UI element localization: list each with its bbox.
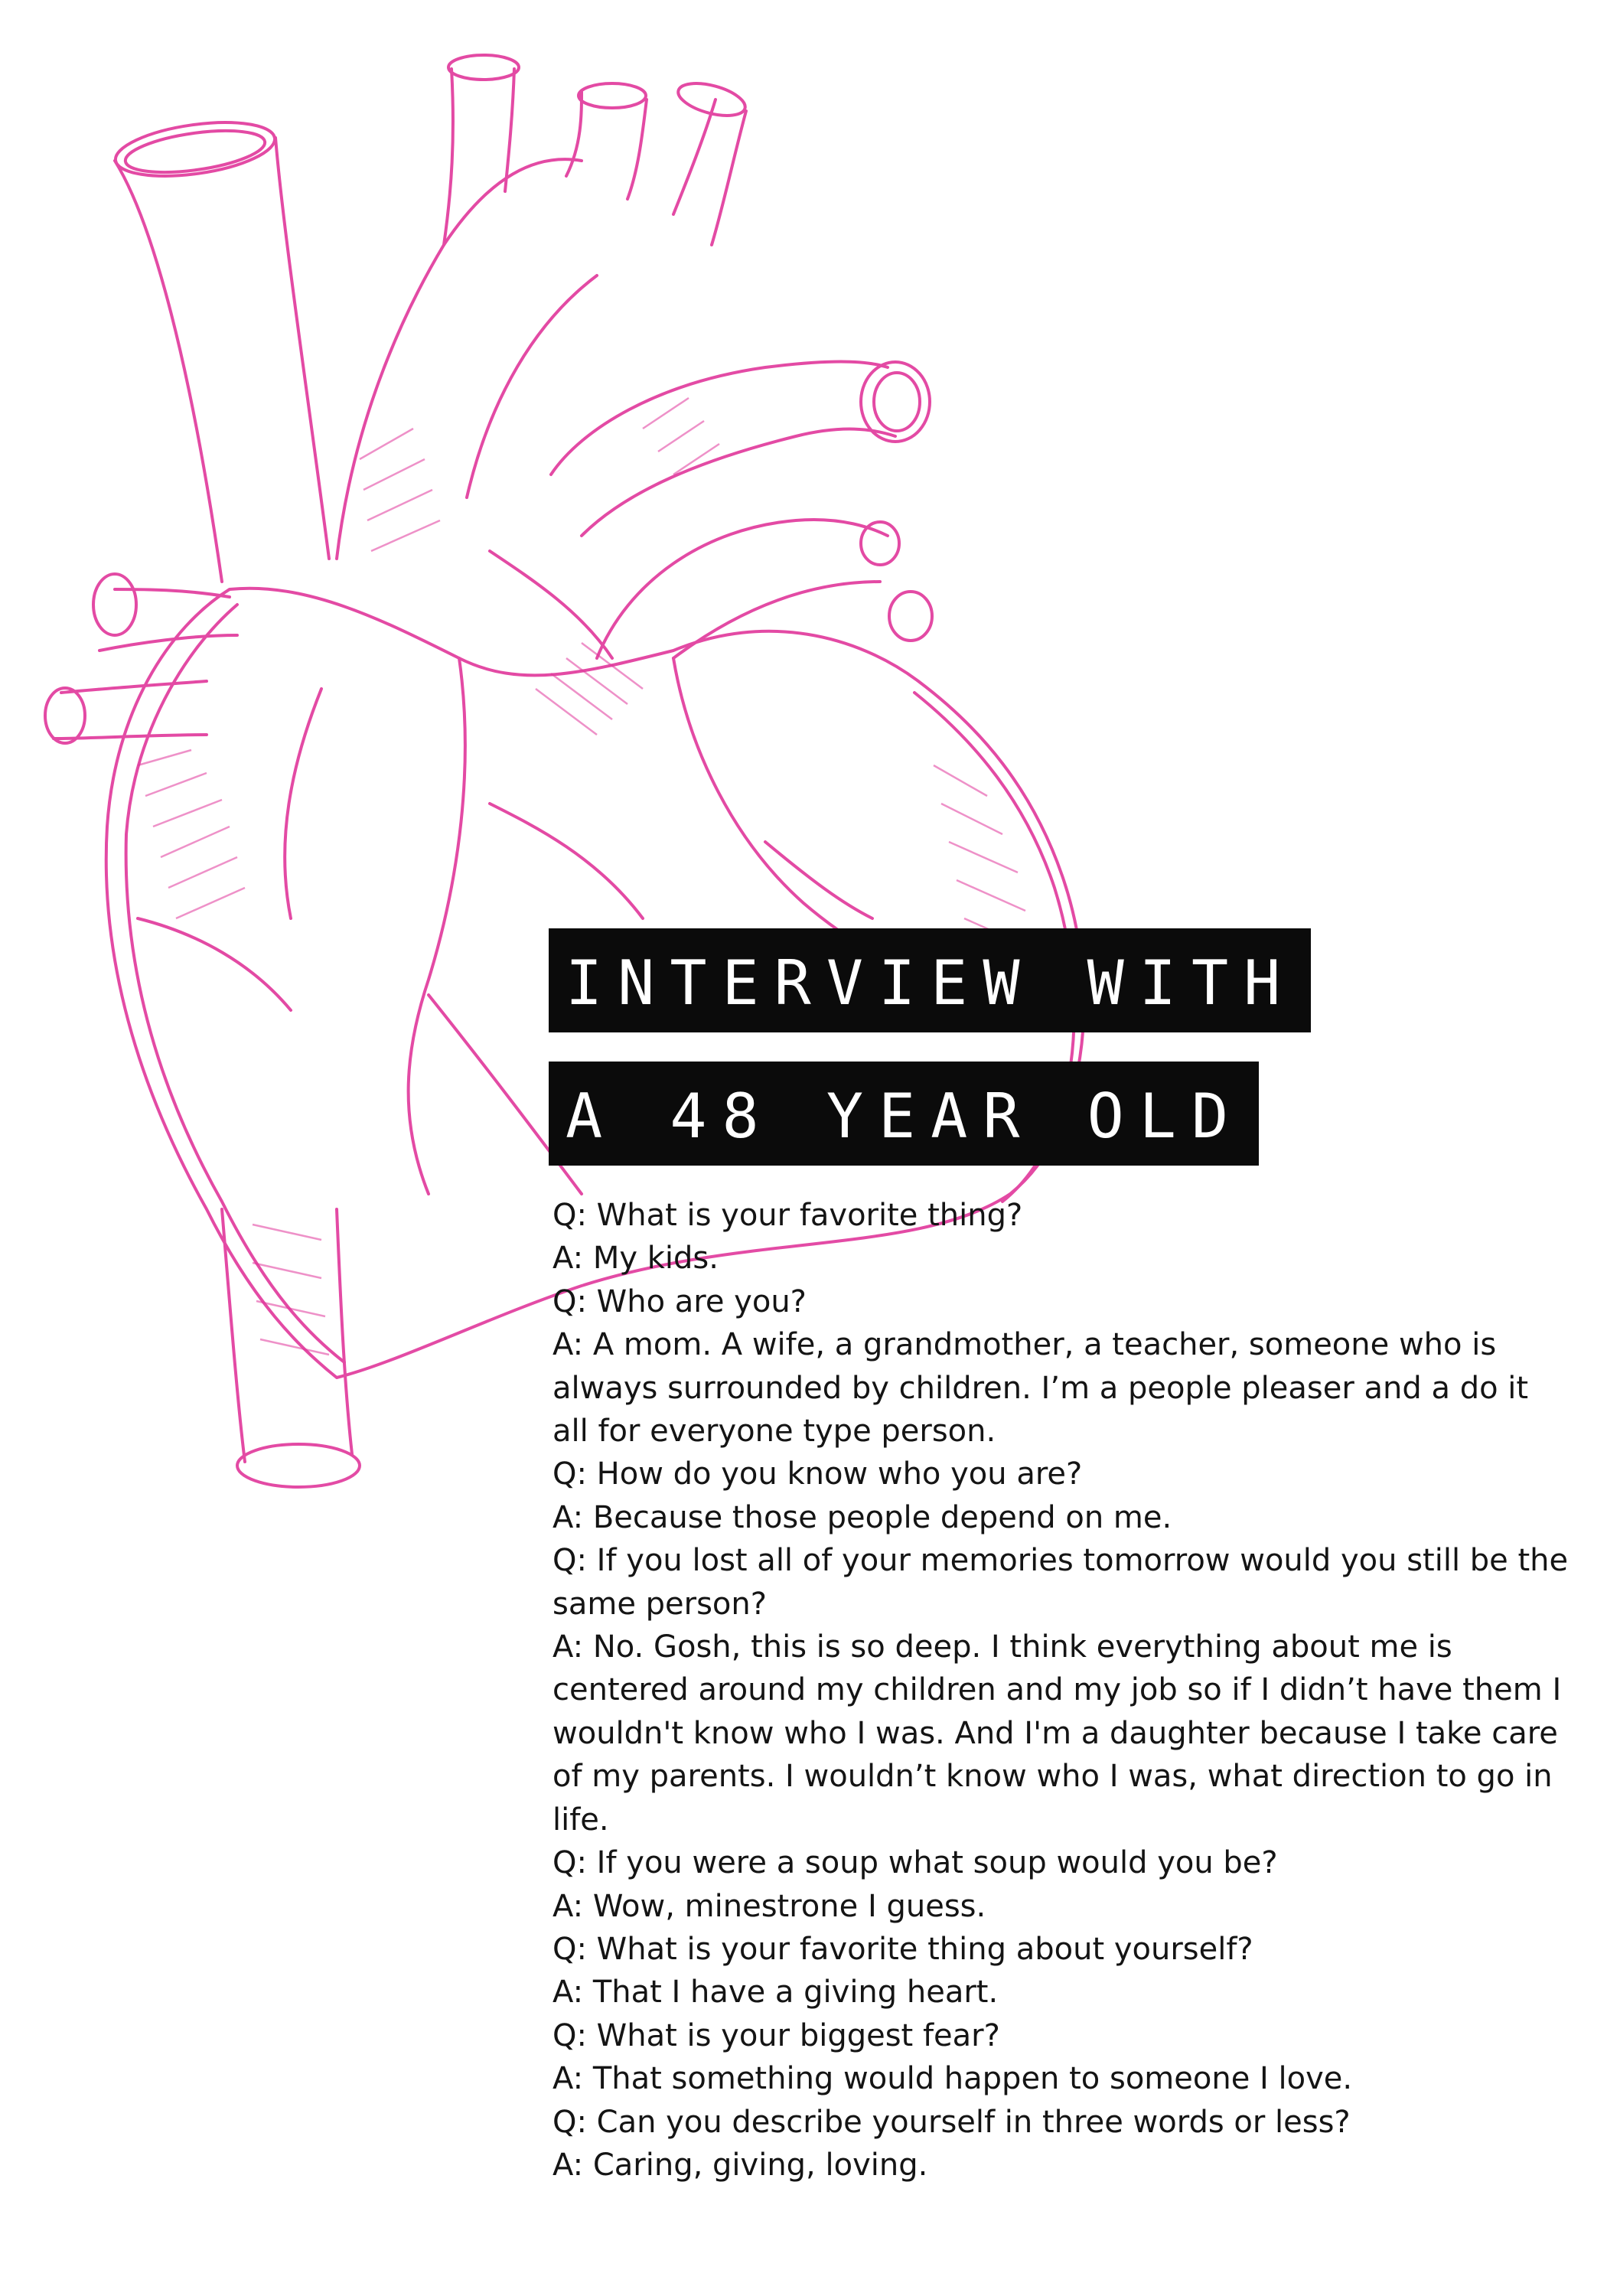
qa-line: Q: What is your favorite thing about yourself? — [553, 1931, 1253, 1967]
qa-line: A: That I have a giving heart. — [553, 1975, 999, 2011]
title-line-1: INTERVIEW WITH — [549, 928, 1311, 1032]
title-line-2: A 48 YEAR OLD — [549, 1062, 1259, 1166]
qa-line: A: My kids. — [553, 1241, 719, 1277]
qa-line: A: No. Gosh, this is so deep. I think everything about me is centered around my children and my job so if I didn’t have them I wouldn't know who I was. And I'm a daughter because I take care of my parents. I wouldn’t know who I was, what direction to go in life. — [553, 1629, 1562, 1838]
qa-line: A: A mom. A wife, a grandmother, a teacher, someone who is always surrounded by children. I’m a people pleaser and a do it all for everyone type person. — [553, 1327, 1529, 1450]
qa-line: A: Wow, minestrone I guess. — [553, 1888, 986, 1924]
qa-line: Q: How do you know who you are? — [553, 1456, 1083, 1492]
qa-line: Q: If you were a soup what soup would you be? — [553, 1845, 1278, 1881]
qa-line: A: Because those people depend on me. — [553, 1499, 1172, 1535]
qa-line: Q: If you lost all of your memories tomorrow would you still be the same person? — [553, 1543, 1569, 1622]
qa-line: Q: What is your biggest fear? — [553, 2017, 1000, 2053]
interview-text — [553, 1194, 1570, 2187]
qa-line: Q: What is your favorite thing? — [553, 1198, 1023, 1233]
qa-line: Q: Can you describe yourself in three words or less? — [553, 2104, 1351, 2140]
qa-line: A: That something would happen to someone I love. — [553, 2061, 1353, 2097]
qa-line: Q: Who are you? — [553, 1283, 807, 1319]
qa-line: A: Caring, giving, loving. — [553, 2147, 928, 2183]
